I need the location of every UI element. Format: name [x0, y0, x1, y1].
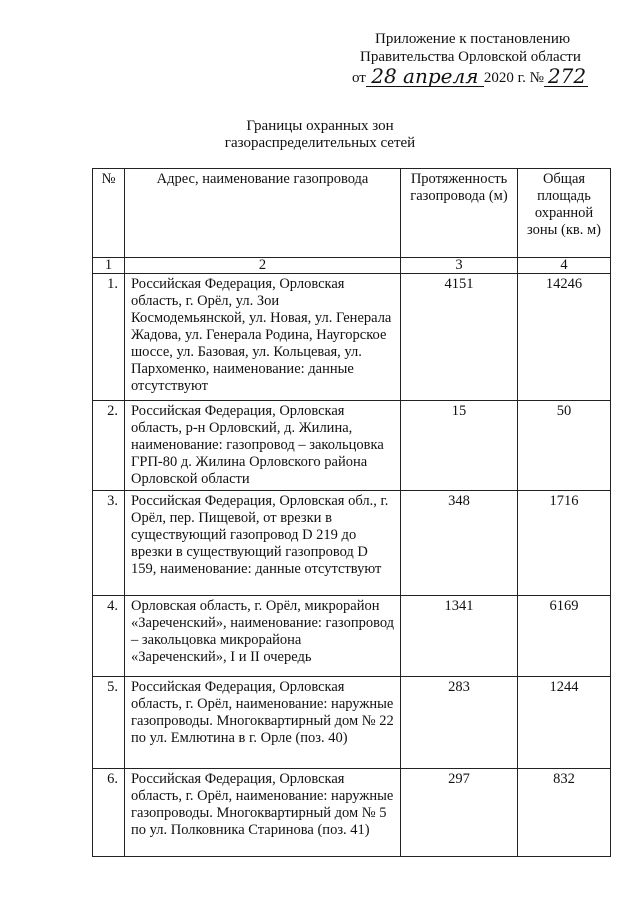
- document-header: [352, 30, 602, 87]
- row-address: Российская Федерация, Орловская область, г. Орёл, ул. Зои Космодемьянской, ул. Новая, ул. Генерала Жадова, ул. Генерала Родина, Наугорское шоссе, ул. Базовая, ул. Кольцевая, ул. Пархоменко, наименование: данные отсутствуют: [125, 274, 401, 401]
- row-area: 50: [518, 401, 611, 491]
- row-area: 14246: [518, 274, 611, 401]
- row-length: 15: [401, 401, 518, 491]
- document-title: [0, 118, 640, 152]
- column-number: 4: [518, 258, 611, 274]
- header-line-2: Правительства Орловской области: [360, 49, 581, 65]
- row-length: 1341: [401, 596, 518, 677]
- row-address: Российская Федерация, Орловская обл., г. Орёл, пер. Пищевой, от врезки в существующий газопровод D 219 до врезки в существующий газопровод D 159, наименование: данные отсутствуют: [125, 491, 401, 596]
- handwritten-date: 28 апреля: [366, 66, 484, 87]
- column-number: 2: [125, 258, 401, 274]
- table-row: [93, 401, 611, 491]
- row-length: 4151: [401, 274, 518, 401]
- handwritten-number: 272: [544, 66, 588, 87]
- table-row: [93, 769, 611, 857]
- row-area: 1716: [518, 491, 611, 596]
- column-number: 3: [401, 258, 518, 274]
- table-row: [93, 677, 611, 769]
- row-length: 283: [401, 677, 518, 769]
- row-area: 6169: [518, 596, 611, 677]
- row-area: 832: [518, 769, 611, 857]
- row-index: 5.: [93, 677, 125, 769]
- header-line-1: Приложение к постановлению: [375, 31, 571, 47]
- title-line-2: газораспределительных сетей: [224, 135, 416, 151]
- year-text: 2020 г. №: [483, 70, 544, 86]
- row-address: Российская Федерация, Орловская область, г. Орёл, наименование: наружные газопроводы. Многоквартирный дом № 22 по ул. Емлютина в г. Орле (поз. 40): [125, 677, 401, 769]
- row-index: 6.: [93, 769, 125, 857]
- row-index: 3.: [93, 491, 125, 596]
- table-row: [93, 491, 611, 596]
- table-header-row: [93, 169, 611, 258]
- column-number: 1: [93, 258, 125, 274]
- header-length: Протяженность газопровода (м): [401, 169, 518, 258]
- title-line-1: Границы охранных зон: [246, 118, 394, 134]
- column-numbers-row: [93, 258, 611, 274]
- boundaries-table: [92, 168, 611, 857]
- row-length: 297: [401, 769, 518, 857]
- header-area: Общая площадь охранной зоны (кв. м): [518, 169, 611, 258]
- row-index: 2.: [93, 401, 125, 491]
- row-length: 348: [401, 491, 518, 596]
- header-address: Адрес, наименование газопровода: [125, 169, 401, 258]
- row-index: 4.: [93, 596, 125, 677]
- row-address: Российская Федерация, Орловская область, г. Орёл, наименование: наружные газопроводы. Многоквартирный дом № 5 по ул. Полковника Старинова (поз. 41): [125, 769, 401, 857]
- table-row: [93, 274, 611, 401]
- row-address: Российская Федерация, Орловская область, р-н Орловский, д. Жилина, наименование: газопровод – закольцовка ГРП-80 д. Жилина Орловского района Орловской области: [125, 401, 401, 491]
- row-area: 1244: [518, 677, 611, 769]
- from-prefix: от: [352, 70, 366, 86]
- row-index: 1.: [93, 274, 125, 401]
- header-number: №: [93, 169, 125, 258]
- table-row: [93, 596, 611, 677]
- row-address: Орловская область, г. Орёл, микрорайон «Зареченский», наименование: газопровод – закольцовка микрорайона «Зареченский», I и II очередь: [125, 596, 401, 677]
- header-date-line: [352, 66, 602, 87]
